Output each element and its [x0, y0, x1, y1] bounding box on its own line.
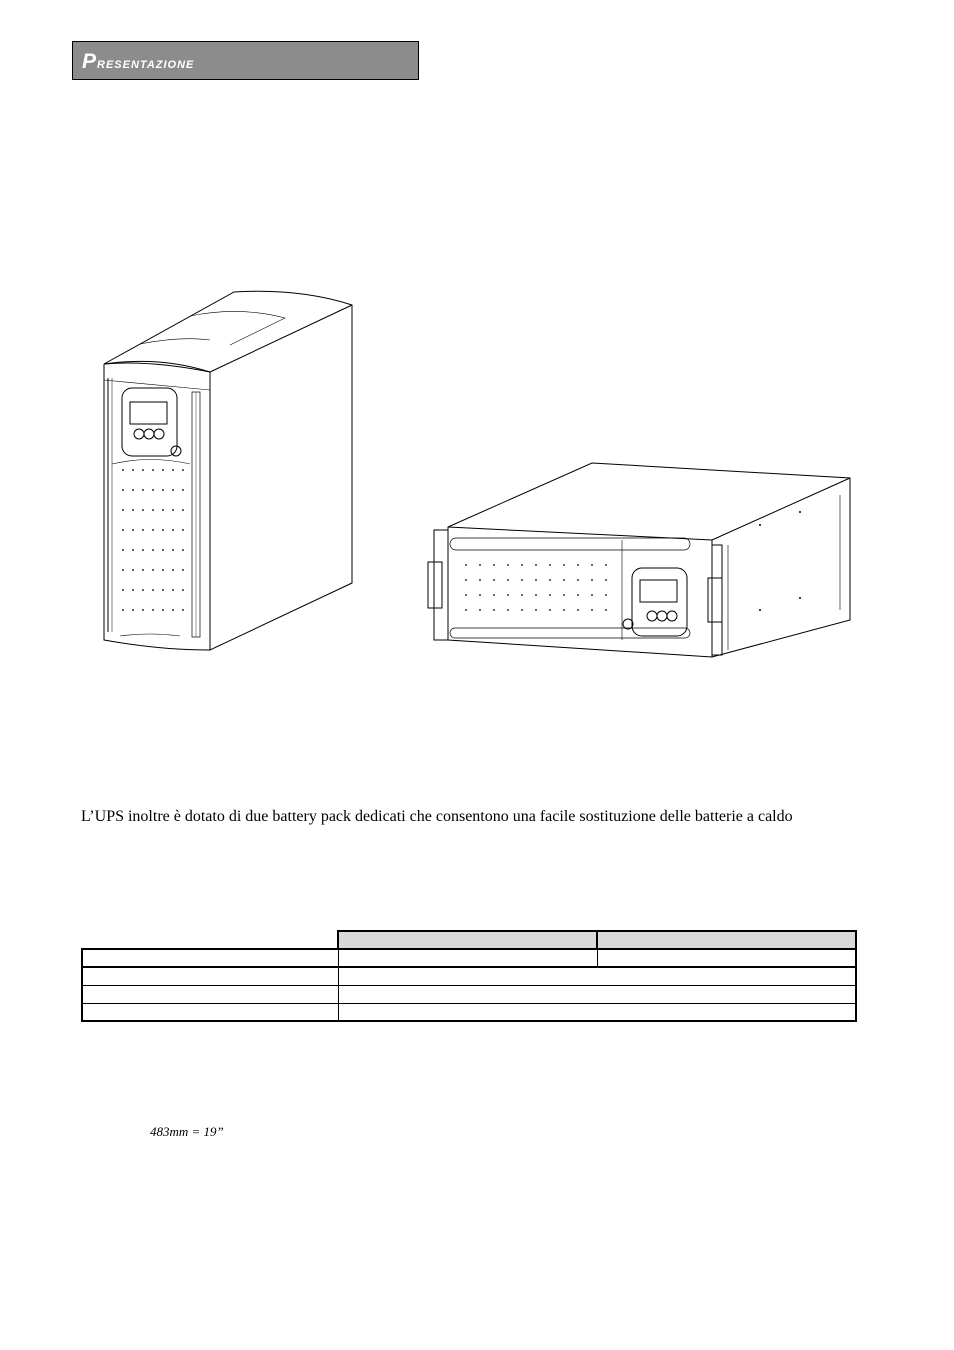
- table-cell: [338, 985, 856, 1003]
- table-cell: [338, 1003, 856, 1021]
- table-header-cell: [338, 931, 597, 949]
- table-cell: [82, 967, 338, 985]
- table-cell: [82, 985, 338, 1003]
- battery-pack-paragraph: L’UPS inoltre è dotato di due battery pack dedicati che consentono una facile sostituzione delle batterie a caldo: [81, 808, 793, 825]
- rack-ups-drawing: [428, 463, 850, 657]
- table-header-cell: [597, 931, 856, 949]
- table-cell: [338, 967, 856, 985]
- spec-table: [81, 930, 857, 1022]
- table-row: [82, 985, 856, 1003]
- table-row: [82, 1003, 856, 1021]
- table-cell: [82, 1003, 338, 1021]
- table-header-row: [82, 931, 856, 949]
- tower-ups-drawing: [104, 291, 352, 650]
- section-title-rest: resentazione: [97, 55, 195, 72]
- section-title-initial: P: [82, 50, 98, 73]
- table-cell: [338, 949, 597, 967]
- table-header-cell: [82, 931, 338, 949]
- table-cell: [82, 949, 338, 967]
- table-row: [82, 949, 856, 967]
- rack-width-note: 483mm = 19”: [150, 1124, 224, 1139]
- table-cell: [597, 949, 856, 967]
- table-row: [82, 967, 856, 985]
